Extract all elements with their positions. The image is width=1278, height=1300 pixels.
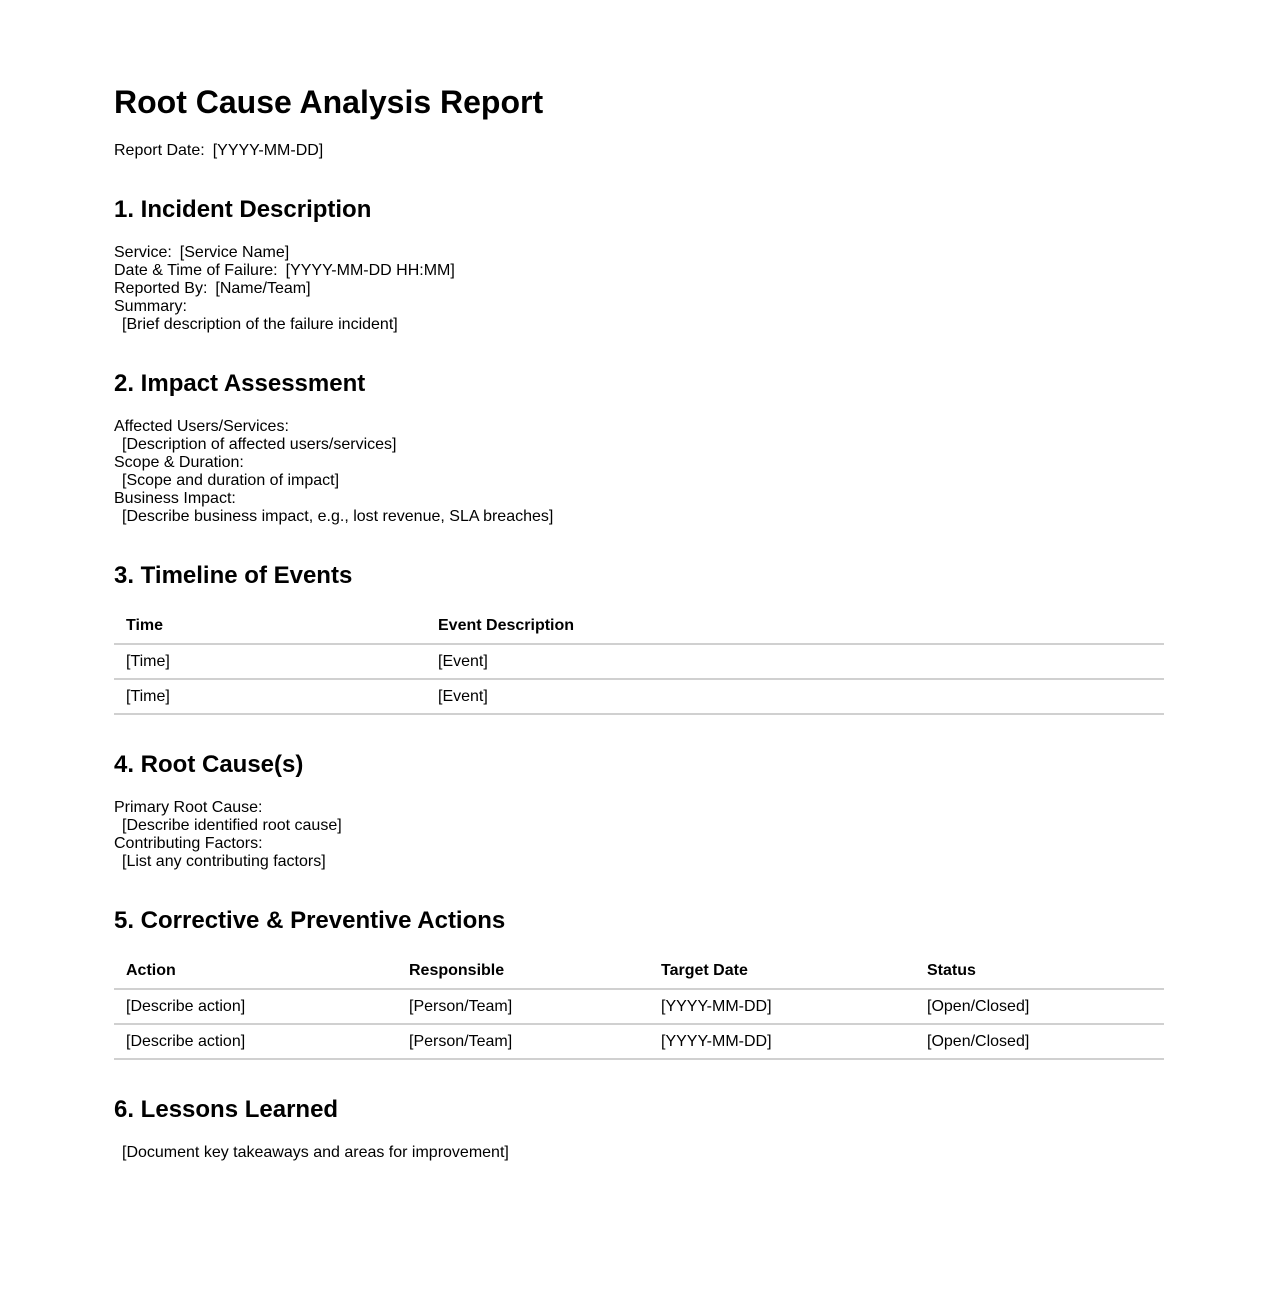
cell-responsible: [Person/Team]: [397, 1024, 649, 1059]
cell-status: [Open/Closed]: [915, 989, 1164, 1024]
column-header-status: Status: [915, 953, 1164, 989]
contributing-factors-label: Contributing Factors:: [114, 835, 263, 852]
report-date: [114, 142, 323, 160]
section-heading-timeline: 3. Timeline of Events: [114, 562, 353, 589]
cell-event: [Event]: [426, 679, 1164, 714]
impact-affected-value: [Description of affected users/services]: [122, 436, 397, 453]
lessons-value: [Document key takeaways and areas for improvement]: [122, 1144, 509, 1161]
column-header-time: Time: [114, 608, 426, 644]
field-value: [YYYY-MM-DD HH:MM]: [285, 262, 455, 279]
impact-scope-label: Scope & Duration:: [114, 454, 244, 471]
table-header-row: [114, 953, 1164, 989]
incident-summary-label: Summary:: [114, 298, 187, 315]
cell-action: [Describe action]: [114, 1024, 397, 1059]
section-heading-incident: 1. Incident Description: [114, 196, 372, 223]
section-heading-actions: 5. Corrective & Preventive Actions: [114, 907, 506, 934]
timeline-table: [114, 608, 1164, 715]
section-heading-lessons: 6. Lessons Learned: [114, 1096, 339, 1123]
contributing-factors-value: [List any contributing factors]: [122, 853, 326, 870]
impact-affected-label: Affected Users/Services:: [114, 418, 289, 435]
impact-scope-value: [Scope and duration of impact]: [122, 472, 340, 489]
primary-cause-label: Primary Root Cause:: [114, 799, 263, 816]
section-heading-root-cause: 4. Root Cause(s): [114, 751, 304, 778]
column-header-target-date: Target Date: [649, 953, 915, 989]
column-header-action: Action: [114, 953, 397, 989]
cell-action: [Describe action]: [114, 989, 397, 1024]
field-value: [Name/Team]: [215, 280, 311, 297]
field-label: Date & Time of Failure:: [114, 262, 278, 279]
cell-time: [Time]: [114, 644, 426, 679]
table-row: [114, 644, 1164, 679]
field-value: [Service Name]: [179, 244, 290, 261]
report-date-label: Report Date:: [114, 142, 205, 159]
incident-reported-by: [114, 280, 311, 298]
primary-cause-value: [Describe identified root cause]: [122, 817, 342, 834]
impact-business-label: Business Impact:: [114, 490, 236, 507]
section-heading-impact: 2. Impact Assessment: [114, 370, 366, 397]
cell-target-date: [YYYY-MM-DD]: [649, 1024, 915, 1059]
actions-table: [114, 953, 1164, 1060]
page-title: Root Cause Analysis Report: [114, 84, 544, 120]
cell-responsible: [Person/Team]: [397, 989, 649, 1024]
table-row: [114, 989, 1164, 1024]
incident-service: [114, 244, 289, 262]
incident-datetime: [114, 262, 455, 280]
impact-business-value: [Describe business impact, e.g., lost revenue, SLA breaches]: [122, 508, 554, 525]
table-row: [114, 1024, 1164, 1059]
table-header-row: [114, 608, 1164, 644]
column-header-event: Event Description: [426, 608, 1164, 644]
column-header-responsible: Responsible: [397, 953, 649, 989]
cell-status: [Open/Closed]: [915, 1024, 1164, 1059]
incident-summary-value: [Brief description of the failure incident]: [122, 316, 398, 333]
cell-target-date: [YYYY-MM-DD]: [649, 989, 915, 1024]
field-label: Reported By:: [114, 280, 208, 297]
cell-time: [Time]: [114, 679, 426, 714]
cell-event: [Event]: [426, 644, 1164, 679]
report-date-value: [YYYY-MM-DD]: [212, 142, 324, 159]
table-row: [114, 679, 1164, 714]
field-label: Service:: [114, 244, 172, 261]
